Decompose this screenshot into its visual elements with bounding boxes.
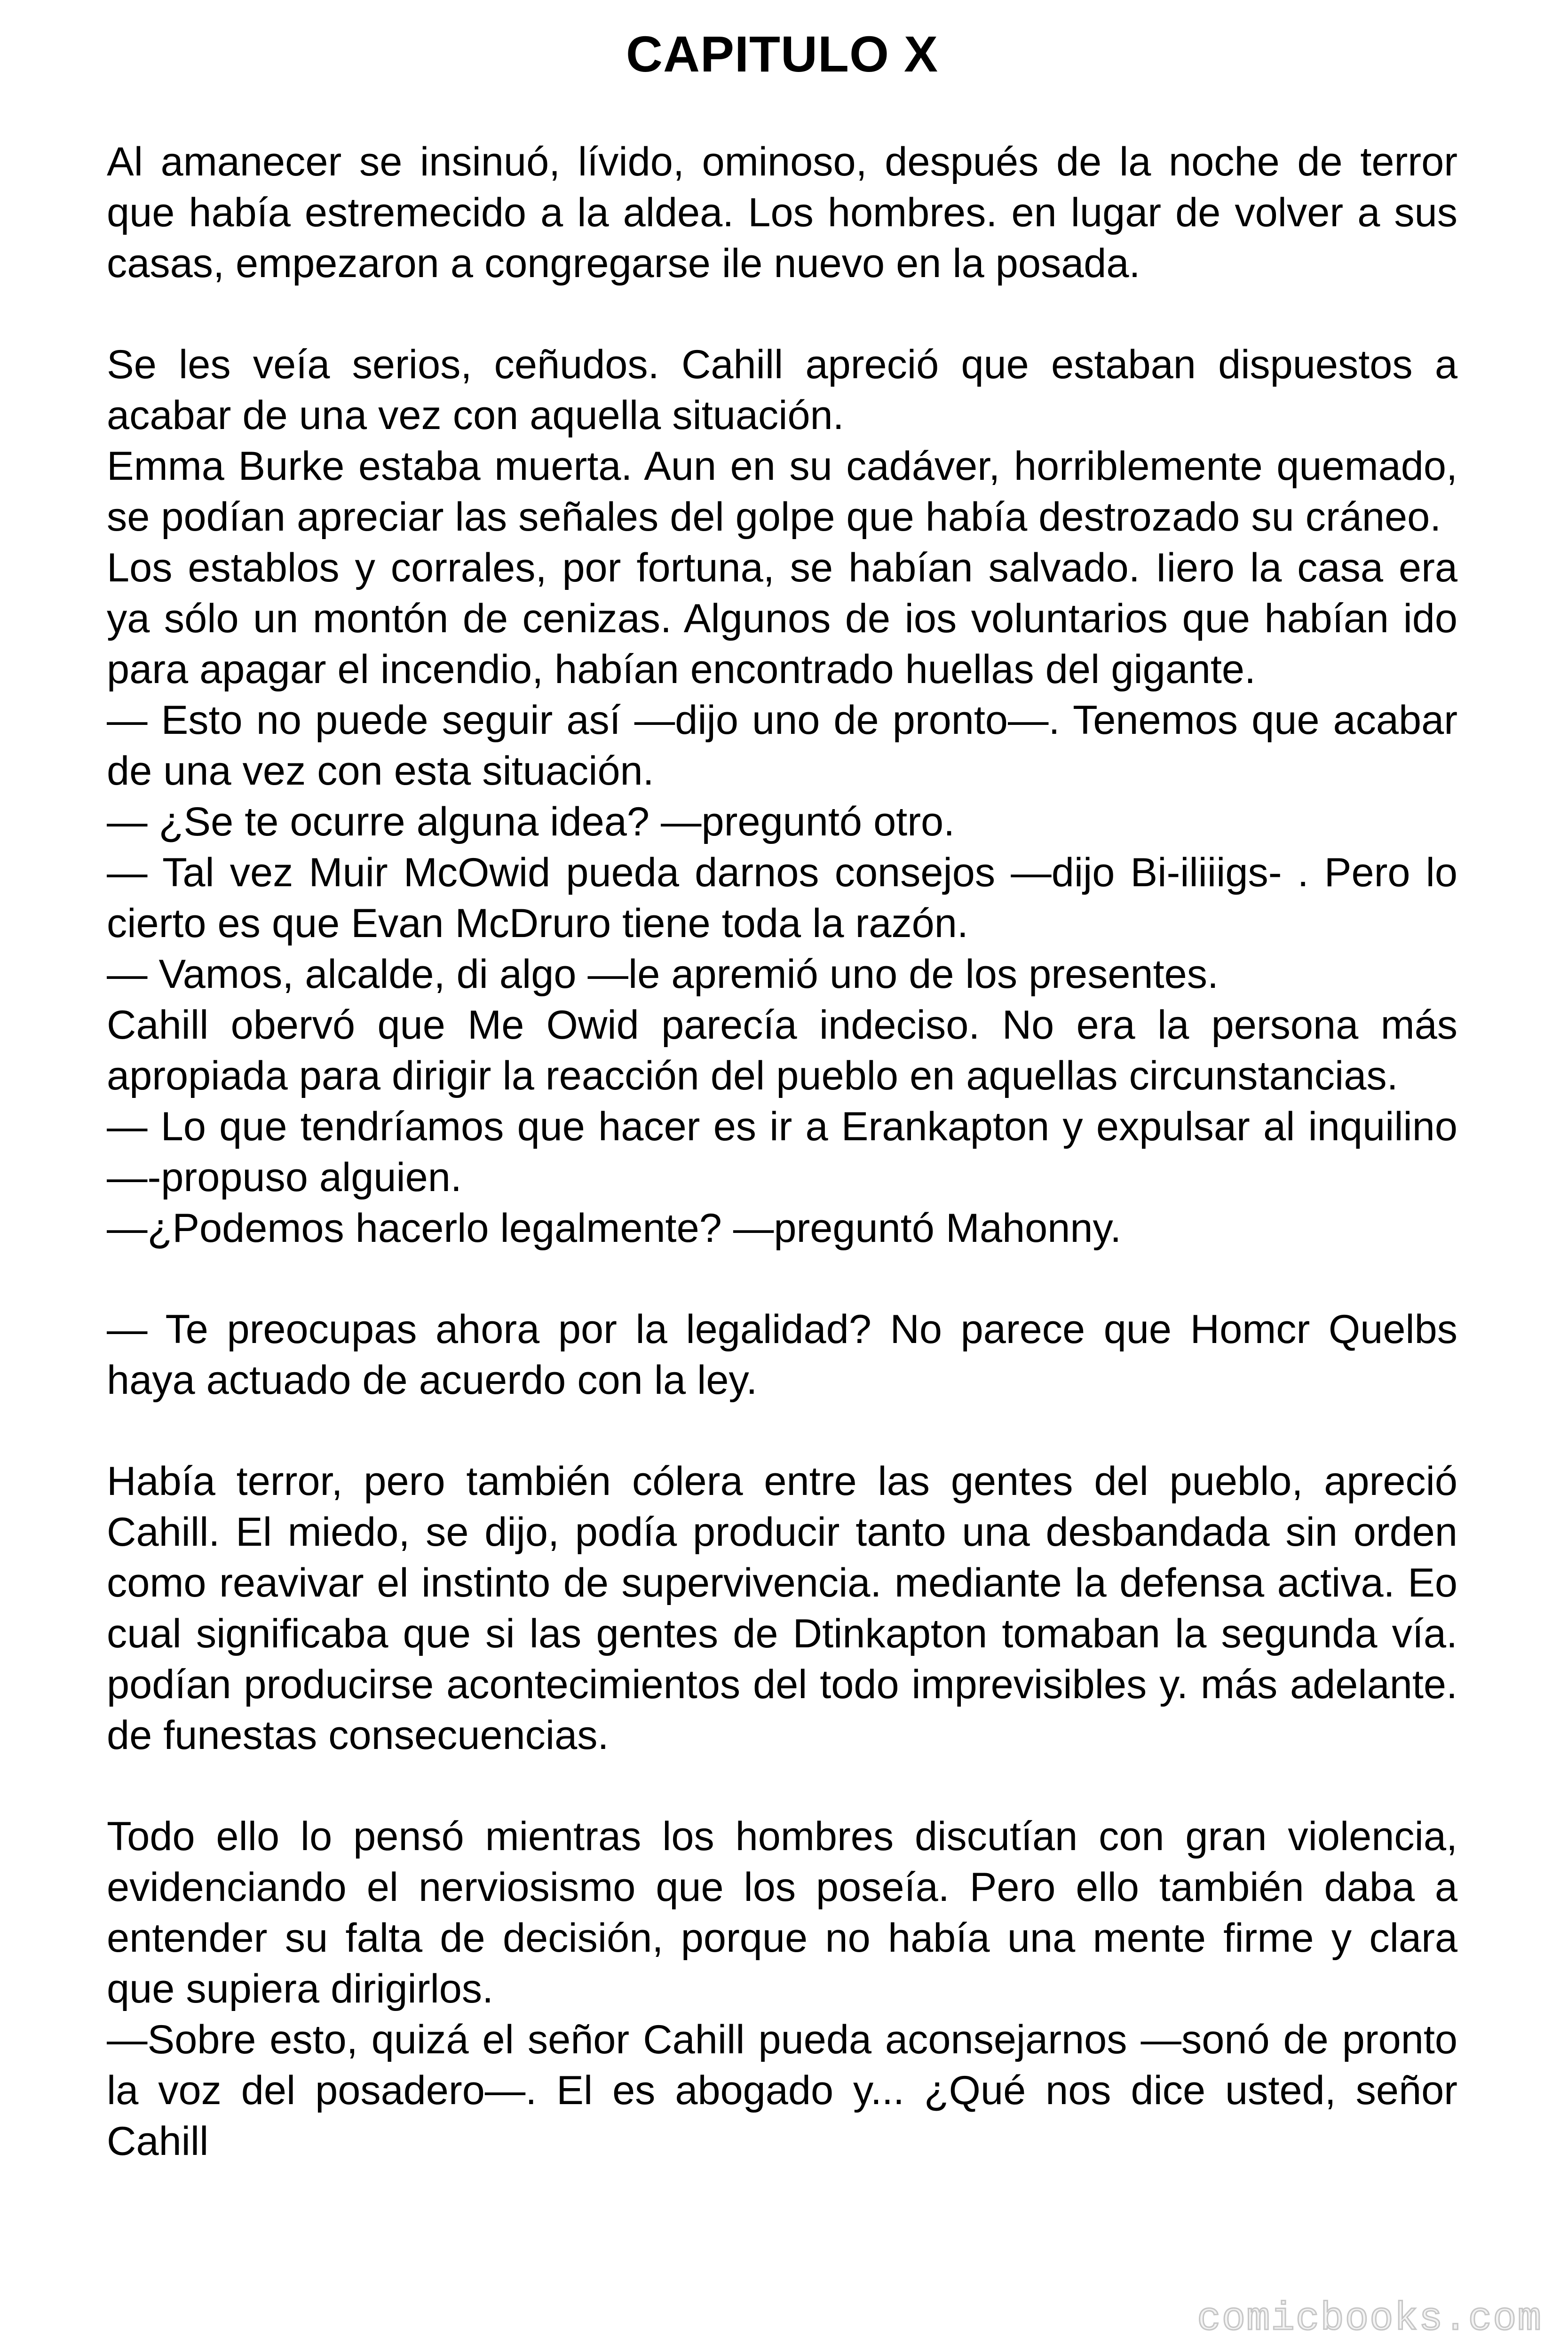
chapter-body [107,136,1457,2167]
dialogue-line: —¿Podemos hacerlo legalmente? —preguntó Mahonny. [107,1206,1122,1251]
dialogue-line: — Vamos, alcalde, di algo —le apremió uno de los presentes. [107,952,1219,997]
paragraph: Todo ello lo pensó mientras los hombres discutían con gran violencia, evidenciando el nerviosismo que los poseía. Pero ello también daba a entender su falta de decisión, porque no había una mente firme y clara que supiera dirigirlos. [107,1814,1457,2011]
dialogue-line: — Tal vez Muir McOwid pueda darnos consejos —dijo Bi-iliiigs- . Pero lo cierto es que Evan McDruro tiene toda la razón. [107,850,1457,946]
paragraph: Se les veía serios, ceñudos. Cahill apreció que estaban dispuestos a acabar de una vez con aquella situación. [107,342,1457,438]
chapter-title: CAPITULO X [626,25,938,82]
dialogue-line: — Lo que tendríamos que hacer es ir a Erankapton y expulsar al inquilino —-propuso alguien. [107,1104,1457,1200]
paragraph: Había terror, pero también cólera entre las gentes del pueblo, apreció Cahill. El miedo, se dijo, podía producir tanto una desbandada sin orden como reavivar el instinto de supervivencia. mediante la defensa activa. Eo cual significaba que si las gentes de Dtinkapton tomaban la segunda vía. podían producirse acontecimientos del todo imprevisibles y. más adelante. de funestas consecuencias. [107,1459,1457,1758]
paragraph: Cahill obervó que Me Owid parecía indeciso. No era la persona más apropiada para dirigir la reacción del pueblo en aquellas circunstancias. [107,1002,1457,1098]
paragraph: Al amanecer se insinuó, lívido, ominoso, después de la noche de terror que había estremecido a la aldea. Los hombres. en lugar de volver a sus casas, empezaron a congregarse ile nuevo en la posada. [107,139,1457,286]
dialogue-line: —Sobre esto, quizá el señor Cahill pueda aconsejarnos —sonó de pronto la voz del posadero—. El es abogado y... ¿Qué nos dice usted, señor Cahill [107,2017,1457,2164]
paragraph: Los establos y corrales, por fortuna, se habían salvado. Iiero la casa era ya sólo un montón de cenizas. Algunos de ios voluntarios que habían ido para apagar el incendio, habían encontrado huellas del gigante. [107,545,1457,692]
dialogue-line: — Te preocupas ahora por la legalidad? No parece que Homcr Quelbs haya actuado de acuerdo con la ley. [107,1307,1457,1403]
dialogue-line: — Esto no puede seguir así —dijo uno de pronto—. Tenemos que acabar de una vez con esta situación. [107,698,1457,794]
watermark-text: comicbooks.com [1197,2297,1542,2342]
paragraph: Emma Burke estaba muerta. Aun en su cadáver, horriblemente quemado, se podían apreciar las señales del golpe que había destrozado su cráneo. [107,444,1457,540]
dialogue-line: — ¿Se te ocurre alguna idea? —preguntó otro. [107,799,955,844]
